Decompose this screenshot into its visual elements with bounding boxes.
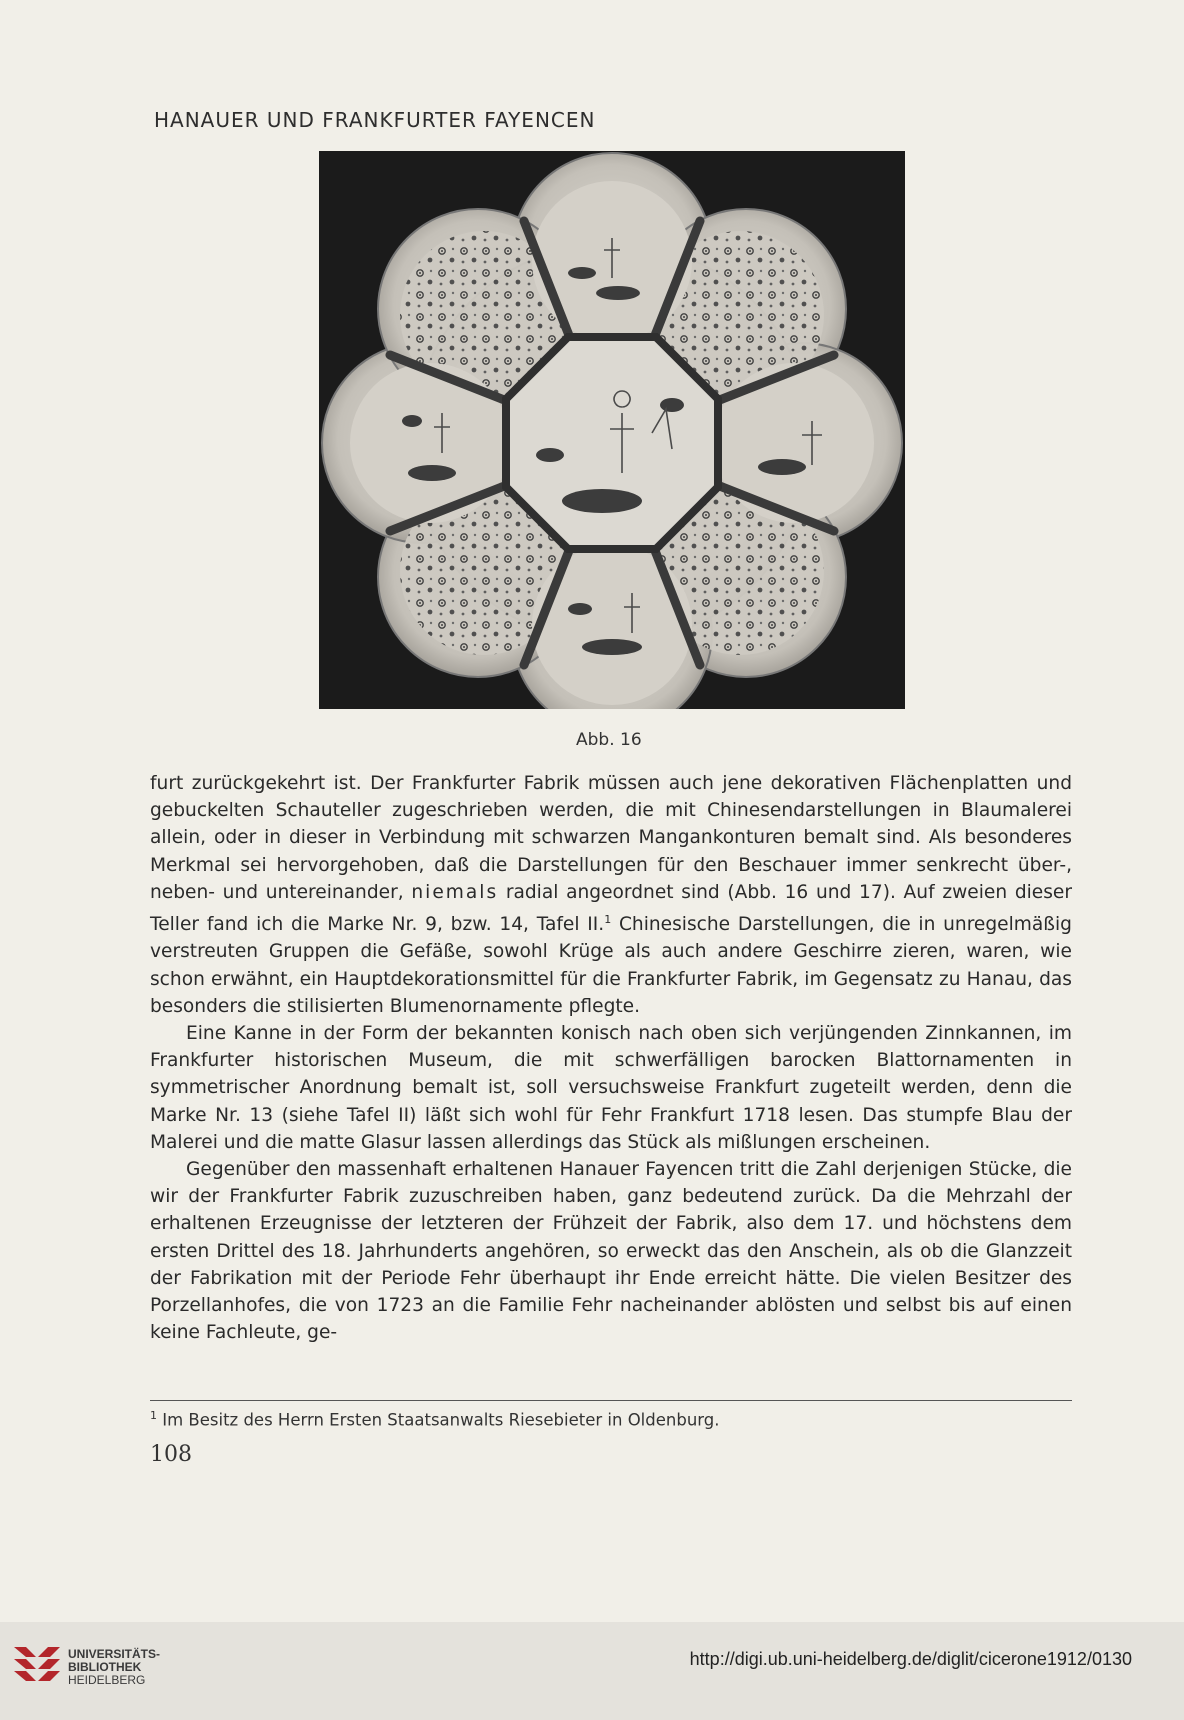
footnote-reference[interactable]: 1	[604, 913, 612, 927]
page-number: 108	[150, 1442, 192, 1467]
figure-plate-image	[319, 151, 905, 709]
footnote	[150, 1405, 1072, 1432]
paragraph-2: Eine Kanne in der Form der bekannten konisch nach oben sich verjüngenden Zinnkannen, im Frankfurter historischen Museum, die mit schwerfälligen barocken Blattornamenten in symmetrischer Anordnung bemalt ist, soll versuchsweise Frankfurt zugeteilt werden, denn die Marke Nr. 13 (siehe Tafel II) läßt sich wohl für Fehr Frankfurt 1718 lesen. Das stumpfe Blau der Malerei und die matte Glasur lassen allerdings das Stück als mißlungen erscheinen.	[150, 1023, 1072, 1153]
library-name[interactable]: UNIVERSITÄTS- BIBLIOTHEK HEIDELBERG	[68, 1647, 161, 1687]
lobed-plate-illustration	[319, 151, 905, 709]
body-text	[150, 770, 1072, 1346]
source-url-link[interactable]: http://digi.ub.uni-heidelberg.de/diglit/cicerone1912/0130	[689, 1649, 1132, 1669]
figure-caption: Abb. 16	[576, 730, 642, 750]
paragraph-3: Gegenüber den massenhaft erhaltenen Hanauer Fayencen tritt die Zahl derjenigen Stücke, die wir der Frankfurter Fabrik zuzuschreiben haben, ganz bedeutend zurück. Da die Mehrzahl der erhaltenen Erzeugnisse der letzteren der Frühzeit der Fabrik, also dem 17. und höchstens dem ersten Drittel des 18. Jahrhunderts angehören, so erweckt das den Anschein, als ob die Glanzzeit der Fabrikation mit der Periode Fehr überhaupt ihr Ende erreicht hätte. Die vielen Besitzer des Porzellanhofes, die von 1723 an die Familie Fehr nacheinander ablösten und selbst bis auf einen keine Fachleute, ge-	[150, 1159, 1072, 1344]
footnote-text: Im Besitz des Herrn Ersten Staatsanwalts Riesebieter in Oldenburg.	[162, 1410, 720, 1430]
digitization-footer	[0, 1622, 1184, 1720]
footnote-divider	[150, 1400, 1072, 1401]
footnote-mark: 1	[150, 1409, 157, 1422]
running-title: HANAUER UND FRANKFURTER FAYENCEN	[154, 108, 596, 132]
emphasis-niemals: niemals	[411, 881, 499, 903]
university-library-logo-icon[interactable]	[12, 1641, 62, 1691]
paragraph-1: furt zurückgekehrt ist. Der Frankfurter Fabrik müssen auch jene dekorativen Flächenplatten und gebuckelten Schauteller zugeschrieben werden, die mit Chinesendarstellungen in Blaumalerei allein, oder in dieser in Verbindung mit schwarzen Mangankonturen bemalt sind. Als besonderes Merkmal sei hervorgehoben, daß die Darstellungen für den Beschauer immer senkrecht über-, neben- und untereinander, niemals radial angeordnet sind (Abb. 16 und 17). Auf zweien dieser Teller fand ich die Marke Nr. 9, bzw. 14, Tafel II.$^1$ Chinesische Darstellungen, die in unregelmäßig verstreuten Gruppen die Gefäße, sowohl Krüge als auch andere Geschirre zieren, waren, wie schon erwähnt, ein Hauptdekorationsmittel für die Frankfurter Fabrik, im Gegensatz zu Hanau, das besonders die stilisierten Blumenornamente pflegte.	[150, 773, 1072, 1017]
